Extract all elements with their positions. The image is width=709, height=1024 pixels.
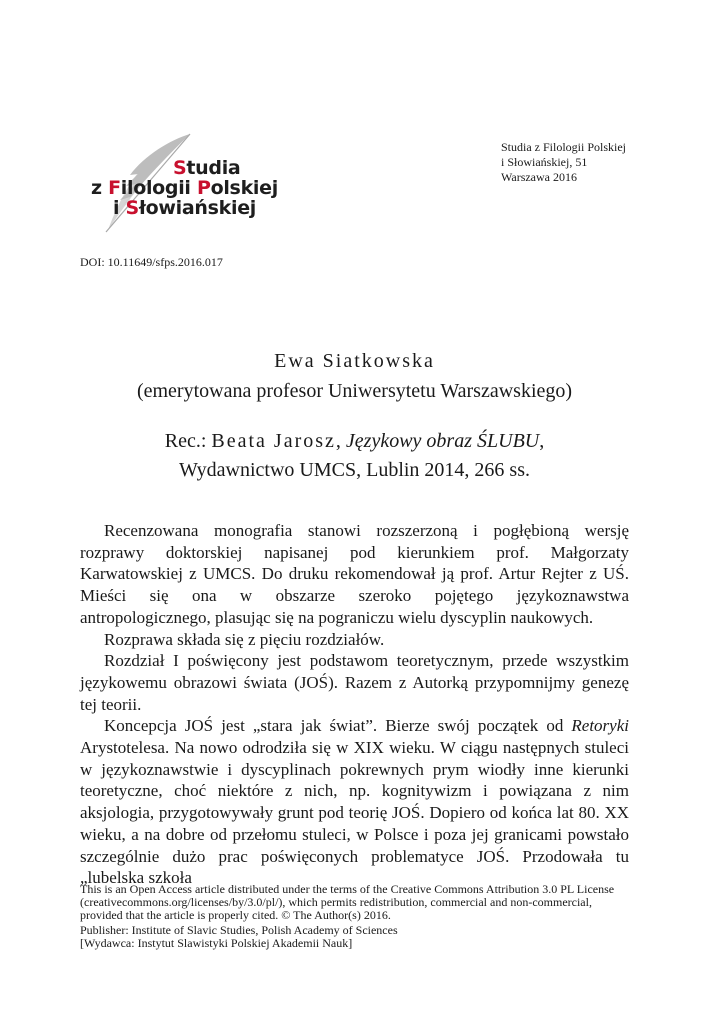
- journal-volume-line: i Słowiańskiej, 51: [501, 155, 588, 169]
- journal-place-year: Warszawa 2016: [501, 170, 578, 184]
- license-note: This is an Open Access article distributed under the terms of the Creative Commons Attribution 3.0 PL License (creativecommons.org/licenses/by/3.0/pl/), which permits redistribution, commercial and non-commercial, provided that the article is properly cited. © The Author(s) 2016.: [80, 882, 615, 923]
- book-title: Językowy obraz ŚLUBU: [345, 430, 540, 452]
- journal-info: [501, 140, 626, 185]
- paragraph: Recenzowana monografia stanowi rozszerzoną i pogłębioną wersję rozprawy doktorskiej napisanej pod kierunkiem prof. Małgorzaty Karwatowskiej z UMCS. Do druku rekomendował ją prof. Artur Rejter z UŚ. Mieści się ona w obszarze szeroko pojętego językoznawstwa antropologicznego, plasując się na pograniczu wielu dyscyplin naukowych.: [80, 521, 629, 627]
- journal-logo: [80, 130, 280, 240]
- doi: DOI: 10.11649/sfps.2016.017: [80, 255, 223, 269]
- paragraph: Koncepcja JOŚ jest „stara jak świat”. Bierze swój początek od Retoryki Arystotelesa. Na nowo odrodziła się w XIX wieku. W ciągu następnych stuleci w językoznawstwie i dyscyplinach pokrewnych prym wiodły inne kierunki teoretyczne, choć niektóre z nich, np. kognitywizm i powiązana z nim aksjologia, przygotowywały grunt pod teorię JOŚ. Dopiero od końca lat 80. XX wieku, a na dobre od przełomu stuleci, w Polsce i poza jej granicami powstało szczególnie dużo prac poświęconych problematyce JOŚ. Przodowała tu „lubelska szkoła: [80, 716, 629, 888]
- reviewed-book-publisher: Wydawnictwo UMCS, Lublin 2014, 266 ss.: [178, 459, 530, 481]
- wydawca-line: [Wydawca: Instytut Slawistyki Polskiej Akademii Nauk]: [80, 935, 353, 950]
- logo-wordmark: Studia z Filologii Polskiej i Słowiańskiej: [91, 157, 278, 219]
- reviewed-book-line-1: Rec.: Beata Jarosz, Językowy obraz ŚLUBU,: [164, 430, 545, 452]
- page-footer: [80, 883, 629, 950]
- paragraph: Rozdział I poświęcony jest podstawom teoretycznym, przede wszystkim językowemu obrazowi świata (JOŚ). Razem z Autorką przypomnijmy genezę tej teorii.: [80, 651, 629, 714]
- publisher-line: Publisher: Institute of Slavic Studies, Polish Academy of Sciences: [80, 922, 398, 937]
- paragraph: Rozprawa składa się z pięciu rozdziałów.: [104, 629, 385, 649]
- rec-prefix: Rec.:: [164, 430, 207, 452]
- journal-name-line: Studia z Filologii Polskiej: [501, 140, 627, 154]
- article-body: [80, 520, 629, 889]
- review-author: Ewa Siatkowska: [274, 350, 435, 372]
- author-affiliation: (emerytowana profesor Uniwersytetu Warszawskiego): [136, 380, 573, 402]
- book-author: Beata Jarosz: [211, 430, 336, 452]
